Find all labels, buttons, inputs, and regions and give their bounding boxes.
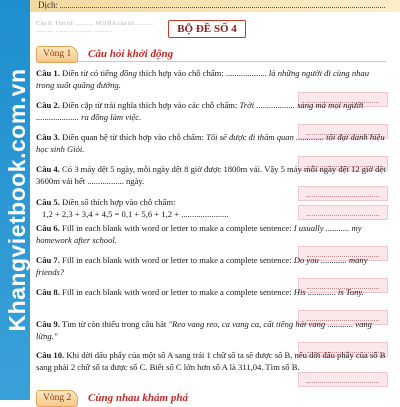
- dich-answer-line: [60, 7, 385, 8]
- set-title: BỘ ĐỀ SỐ 4: [168, 20, 246, 38]
- round-1-tab: Vòng 1: [36, 46, 78, 63]
- question-3: Câu 3. Điền quan hệ từ thích hợp vào chỗ chấm: Tôi sẽ được đi thăm quan ............. tôi đạt danh hiệu học sinh Giỏi.: [36, 132, 385, 154]
- round-2-heading: Cùng nhau khám phá: [88, 392, 188, 404]
- round-1-rule: [36, 61, 386, 62]
- dich-label: Dịch:: [38, 0, 58, 10]
- question-8: Câu 8. Fill in each blank with word or letter to make a complete sentence: His ............. is Tony.: [36, 287, 364, 297]
- answer-box-10[interactable]: [298, 372, 388, 387]
- question-7: Câu 7. Fill in each blank with word or letter to make a complete sentence: Do you ............ many friends?: [36, 255, 368, 277]
- brand-side-bar: [0, 0, 30, 400]
- question-6: Câu 6. Fill in each blank with word or letter to make a complete sentence: I usually ........... my homework after school.: [36, 223, 362, 245]
- faint-line-1: Câu 8. Tìm từ: ........... NGHĨA của từ ...........: [36, 20, 153, 27]
- question-5: Câu 5. Điền số thích hợp vào chỗ chấm: 1,2 + 2,3 + 3,4 + 4,5 = 0,1 + 5,6 + 1,2 + ......................: [36, 197, 229, 219]
- faint-text: [36, 20, 153, 34]
- question-9: Câu 9. Tìm từ còn thiếu trong câu hát "Reo vang reo, ca vang ca, cất tiếng hát vang ............ vang lừng.": [36, 319, 372, 341]
- round-1-heading: Câu hỏi khởi động: [88, 48, 174, 60]
- top-decor-strip: [30, 0, 400, 12]
- question-2: Câu 2. Điền cặp từ trái nghĩa thích hợp vào các chỗ chấm: Trời .................. sáng mà mọi người .................... ra đồng làm việc.: [36, 100, 364, 122]
- question-label: Câu 1.: [36, 68, 60, 78]
- question-10: Câu 10. Khi dời dấu phẩy của một số A sang trái 1 chữ số ta sẽ được số B, nếu dời dấu phẩy của số B sang phải 2 chữ số ta được số C. Biết số C lớn hơn số A là 311,04. Tìm số B.: [36, 350, 386, 372]
- faint-line-2: ........... ........... ........... ...........: [36, 27, 113, 34]
- answer-box-5[interactable]: [298, 205, 388, 220]
- round-2-tab: Vòng 2: [36, 390, 78, 407]
- question-1: Câu 1. Điền từ có tiếng đồng thích hợp vào chỗ chấm: ................... là những người đi cùng nhau trong suốt quãng đường.: [36, 68, 370, 90]
- watermark-text: Khangvietbook.com.vn: [4, 68, 30, 332]
- question-4: Câu 4. Có 3 máy dệt 5 ngày, mỗi ngày dệt 8 giờ được 1800m vải. Vậy 5 máy mỗi ngày dệt 12 giờ dệt 3600m vải hết ................. ngày.: [36, 164, 386, 186]
